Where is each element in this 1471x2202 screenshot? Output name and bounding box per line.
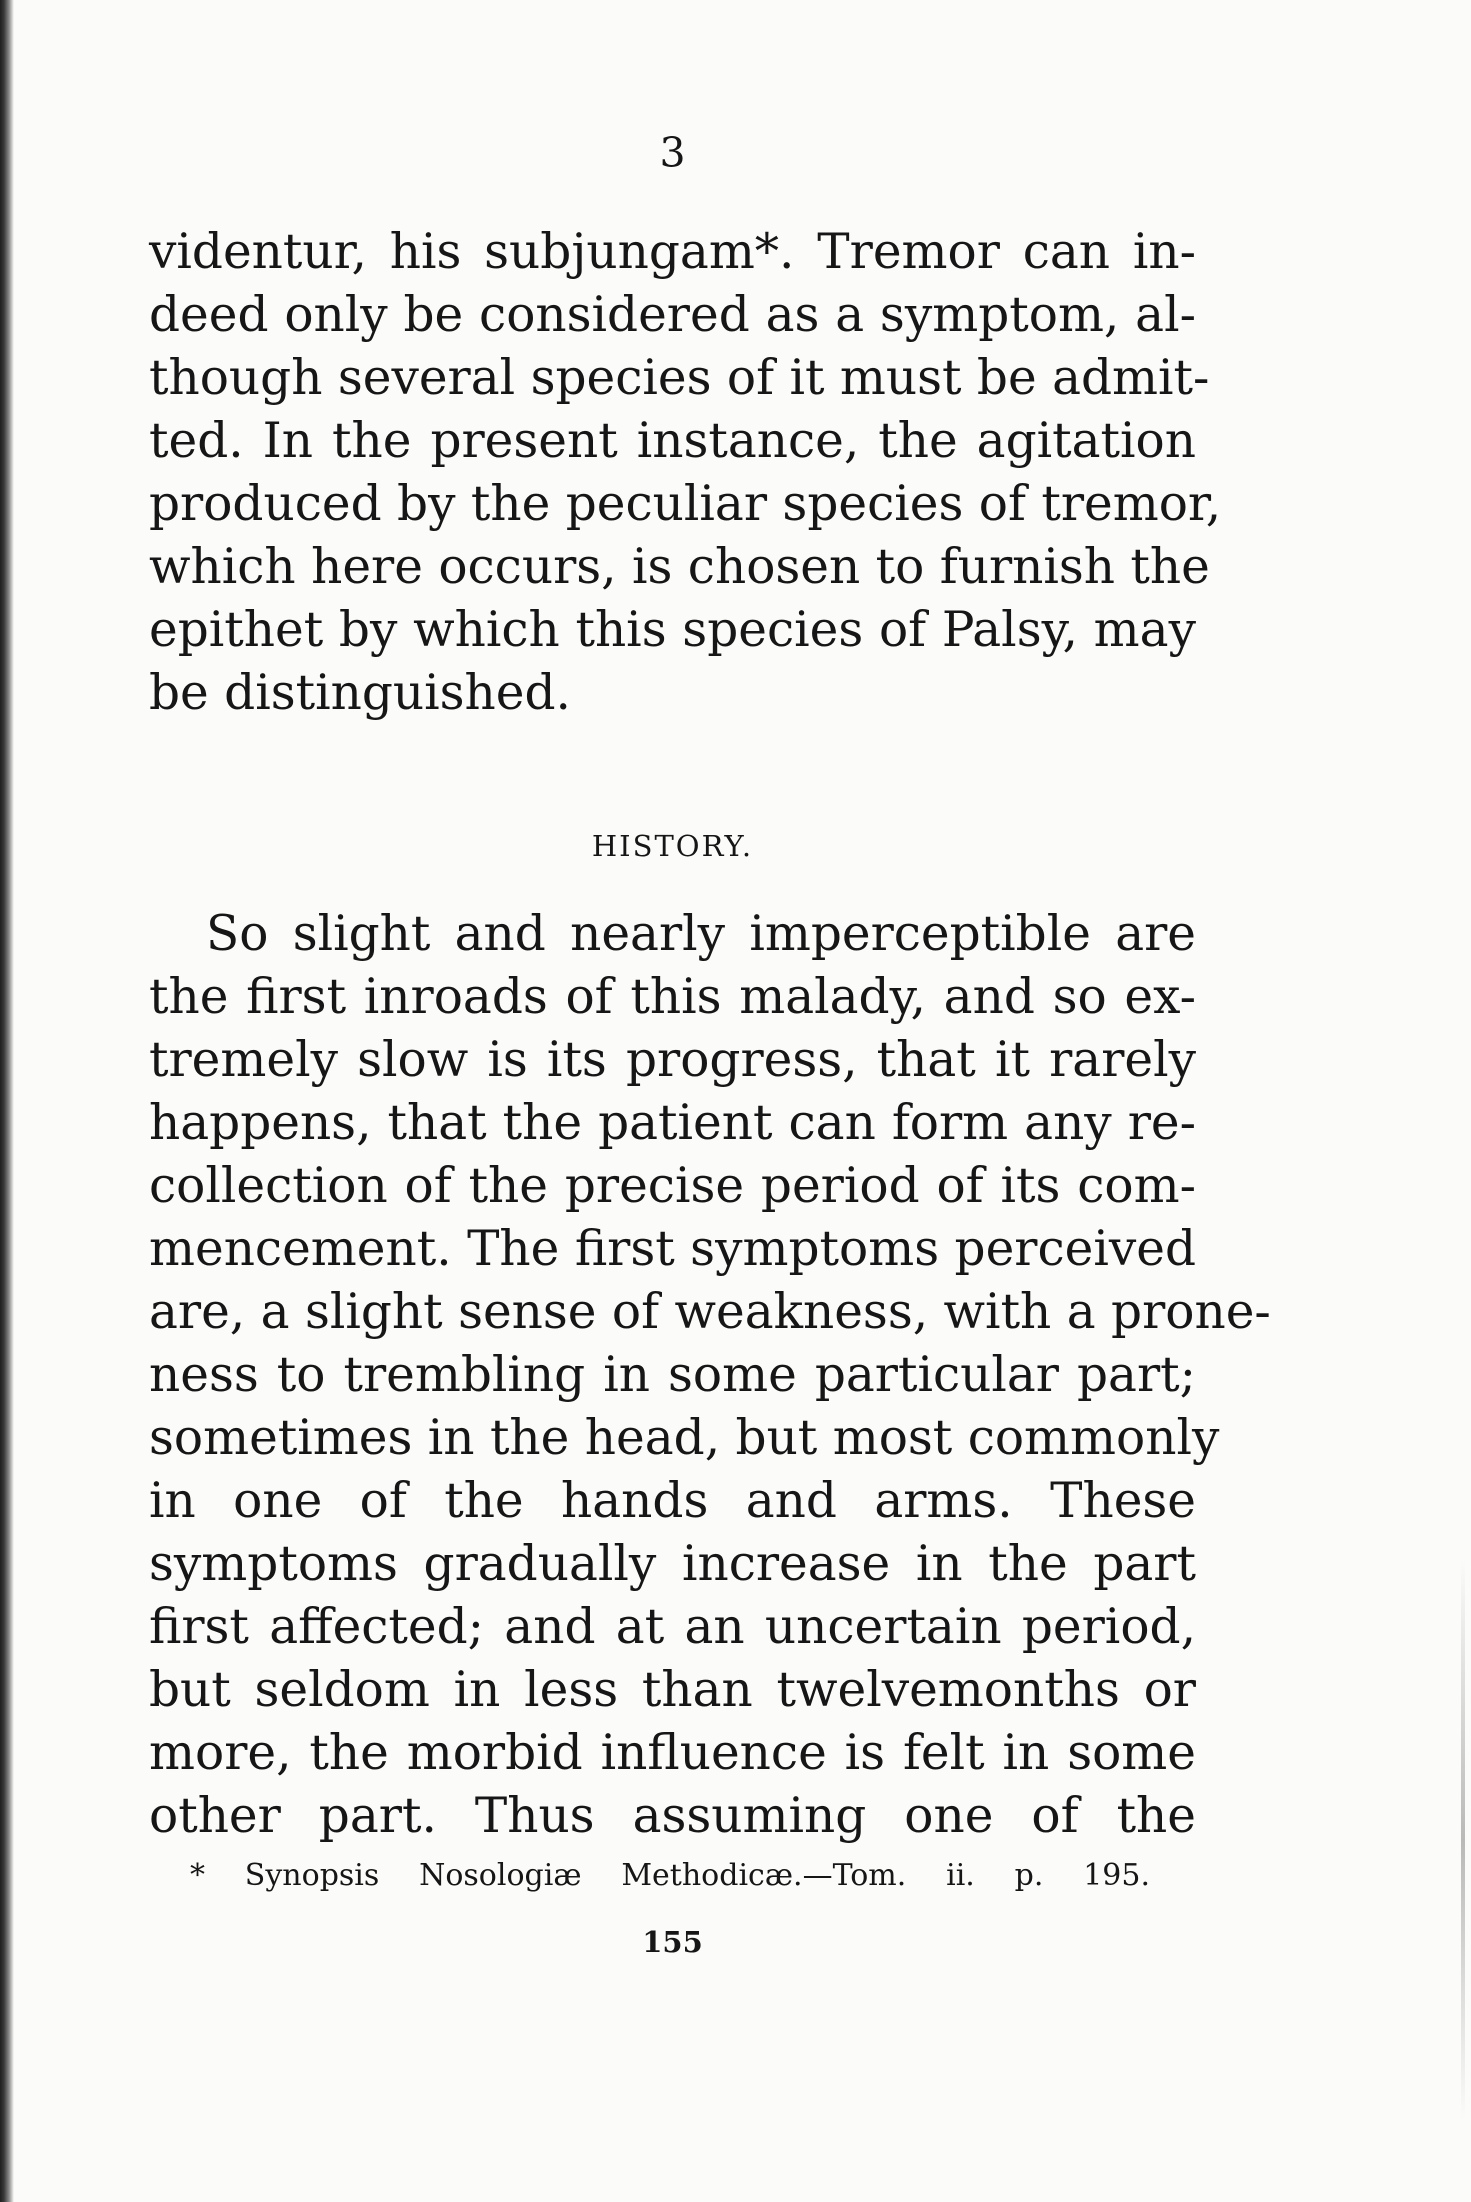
text-line: happens, that the patient can form any re-	[149, 1095, 1196, 1151]
text-line: ted. In the present instance, the agitation	[149, 413, 1196, 469]
page-number: 3	[659, 129, 686, 177]
text-line: So slight and nearly imperceptible are	[206, 906, 1196, 962]
paragraph-intro	[149, 221, 1222, 725]
text-line: produced by the peculiar species of tremor,	[149, 476, 1222, 532]
text-line: other part. Thus assuming one of the	[149, 1788, 1196, 1844]
text-line: in one of the hands and arms. These	[149, 1473, 1196, 1529]
text-line: are, a slight sense of weakness, with a prone-	[149, 1284, 1271, 1340]
footnote: * Synopsis Nosologiæ Methodicæ.—Tom. ii. p. 195.	[190, 1858, 1150, 1893]
text-line: first affected; and at an uncertain period,	[149, 1599, 1196, 1655]
text-line: which here occurs, is chosen to furnish the	[149, 539, 1210, 595]
signature-mark: 155	[642, 1925, 703, 1959]
text-line: epithet by which this species of Palsy, may	[149, 602, 1196, 658]
text-line: tremely slow is its progress, that it rarely	[149, 1032, 1196, 1088]
text-line: videntur, his subjungam*. Tremor can in-	[149, 224, 1196, 280]
text-line: symptoms gradually increase in the part	[149, 1536, 1196, 1592]
text-line: sometimes in the head, but most commonly	[149, 1410, 1220, 1466]
text-line: mencement. The first symptoms perceived	[149, 1221, 1196, 1277]
section-heading: HISTORY.	[591, 829, 754, 863]
text-line: but seldom in less than twelvemonths or	[149, 1662, 1196, 1718]
text-line: though several species of it must be admit-	[149, 350, 1210, 406]
text-line: be distinguished.	[149, 665, 571, 721]
page-edge-shadow	[1461, 1560, 1465, 2120]
text-line: ness to trembling in some particular part;	[149, 1347, 1196, 1403]
paragraph-history	[149, 903, 1271, 1848]
binding-edge	[0, 0, 14, 2202]
text-line: more, the morbid influence is felt in some	[149, 1725, 1196, 1781]
text-line: deed only be considered as a symptom, al-	[149, 287, 1196, 343]
text-line: the first inroads of this malady, and so ex-	[149, 969, 1196, 1025]
text-line: collection of the precise period of its com-	[149, 1158, 1196, 1214]
